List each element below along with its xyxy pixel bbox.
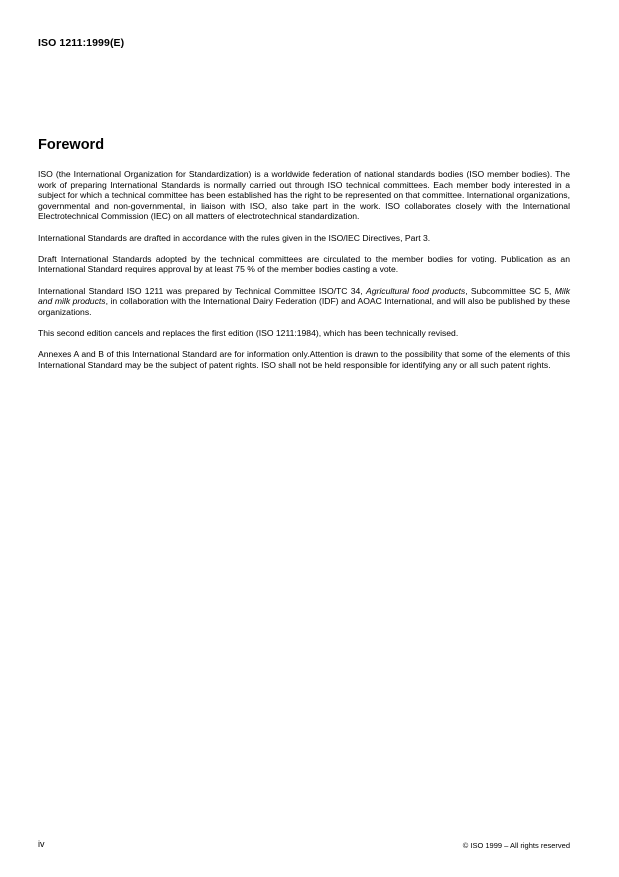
preparation-text-1: International Standard ISO 1211 was prepared by Technical Committee ISO/TC 34, bbox=[38, 285, 366, 296]
paragraph-iso-intro: ISO (the International Organization for Standardization) is a worldwide federation of national standards bodies (ISO member bodies). The work of preparing International Standards is normally carried out through ISO technical committees. Each member body interested in a subject for which a technical committee has been established has the right to be represented on that committee. International organizations, governmental and non-governmental, in liaison with ISO, also take part in the work. ISO collaborates closely with the International Electrotechnical Commission (IEC) on all matters of electrotechnical standardization. bbox=[38, 169, 570, 222]
page-title: Foreword bbox=[38, 137, 105, 153]
subcommittee-name-italic: Milk and milk products bbox=[38, 285, 570, 307]
paragraph-directives: International Standards are drafted in accordance with the rules given in the ISO/IEC Directives, Part 3. bbox=[38, 232, 431, 243]
document-code: ISO 1211:1999(E) bbox=[38, 37, 125, 49]
preparation-text-3: , in collaboration with the International Dairy Federation (IDF) and AOAC International, and will also be published by these organizations. bbox=[38, 296, 570, 317]
paragraph-annexes: Annexes A and B of this International Standard are for information only.Attention is drawn to the possibility that some of the elements of this International Standard may be the subject of patent rights. ISO shall not be held responsible for identifying any or all such patent rights. bbox=[38, 349, 570, 370]
foreword-body bbox=[38, 169, 570, 381]
page-number: iv bbox=[38, 839, 45, 849]
paragraph-voting: Draft International Standards adopted by the technical committees are circulated to the member bodies for voting. Publication as an International Standard requires approval by at least 75 % of the member bodies casting a vote. bbox=[38, 253, 570, 275]
paragraph-preparation bbox=[38, 286, 570, 318]
copyright-notice: © ISO 1999 – All rights reserved bbox=[462, 841, 570, 850]
committee-name-italic: Agricultural food products bbox=[366, 285, 466, 296]
paragraph-edition: This second edition cancels and replaces the first edition (ISO 1211:1984), which has been technically revised. bbox=[38, 327, 459, 338]
preparation-text-2: , Subcommittee SC 5, bbox=[465, 285, 555, 296]
